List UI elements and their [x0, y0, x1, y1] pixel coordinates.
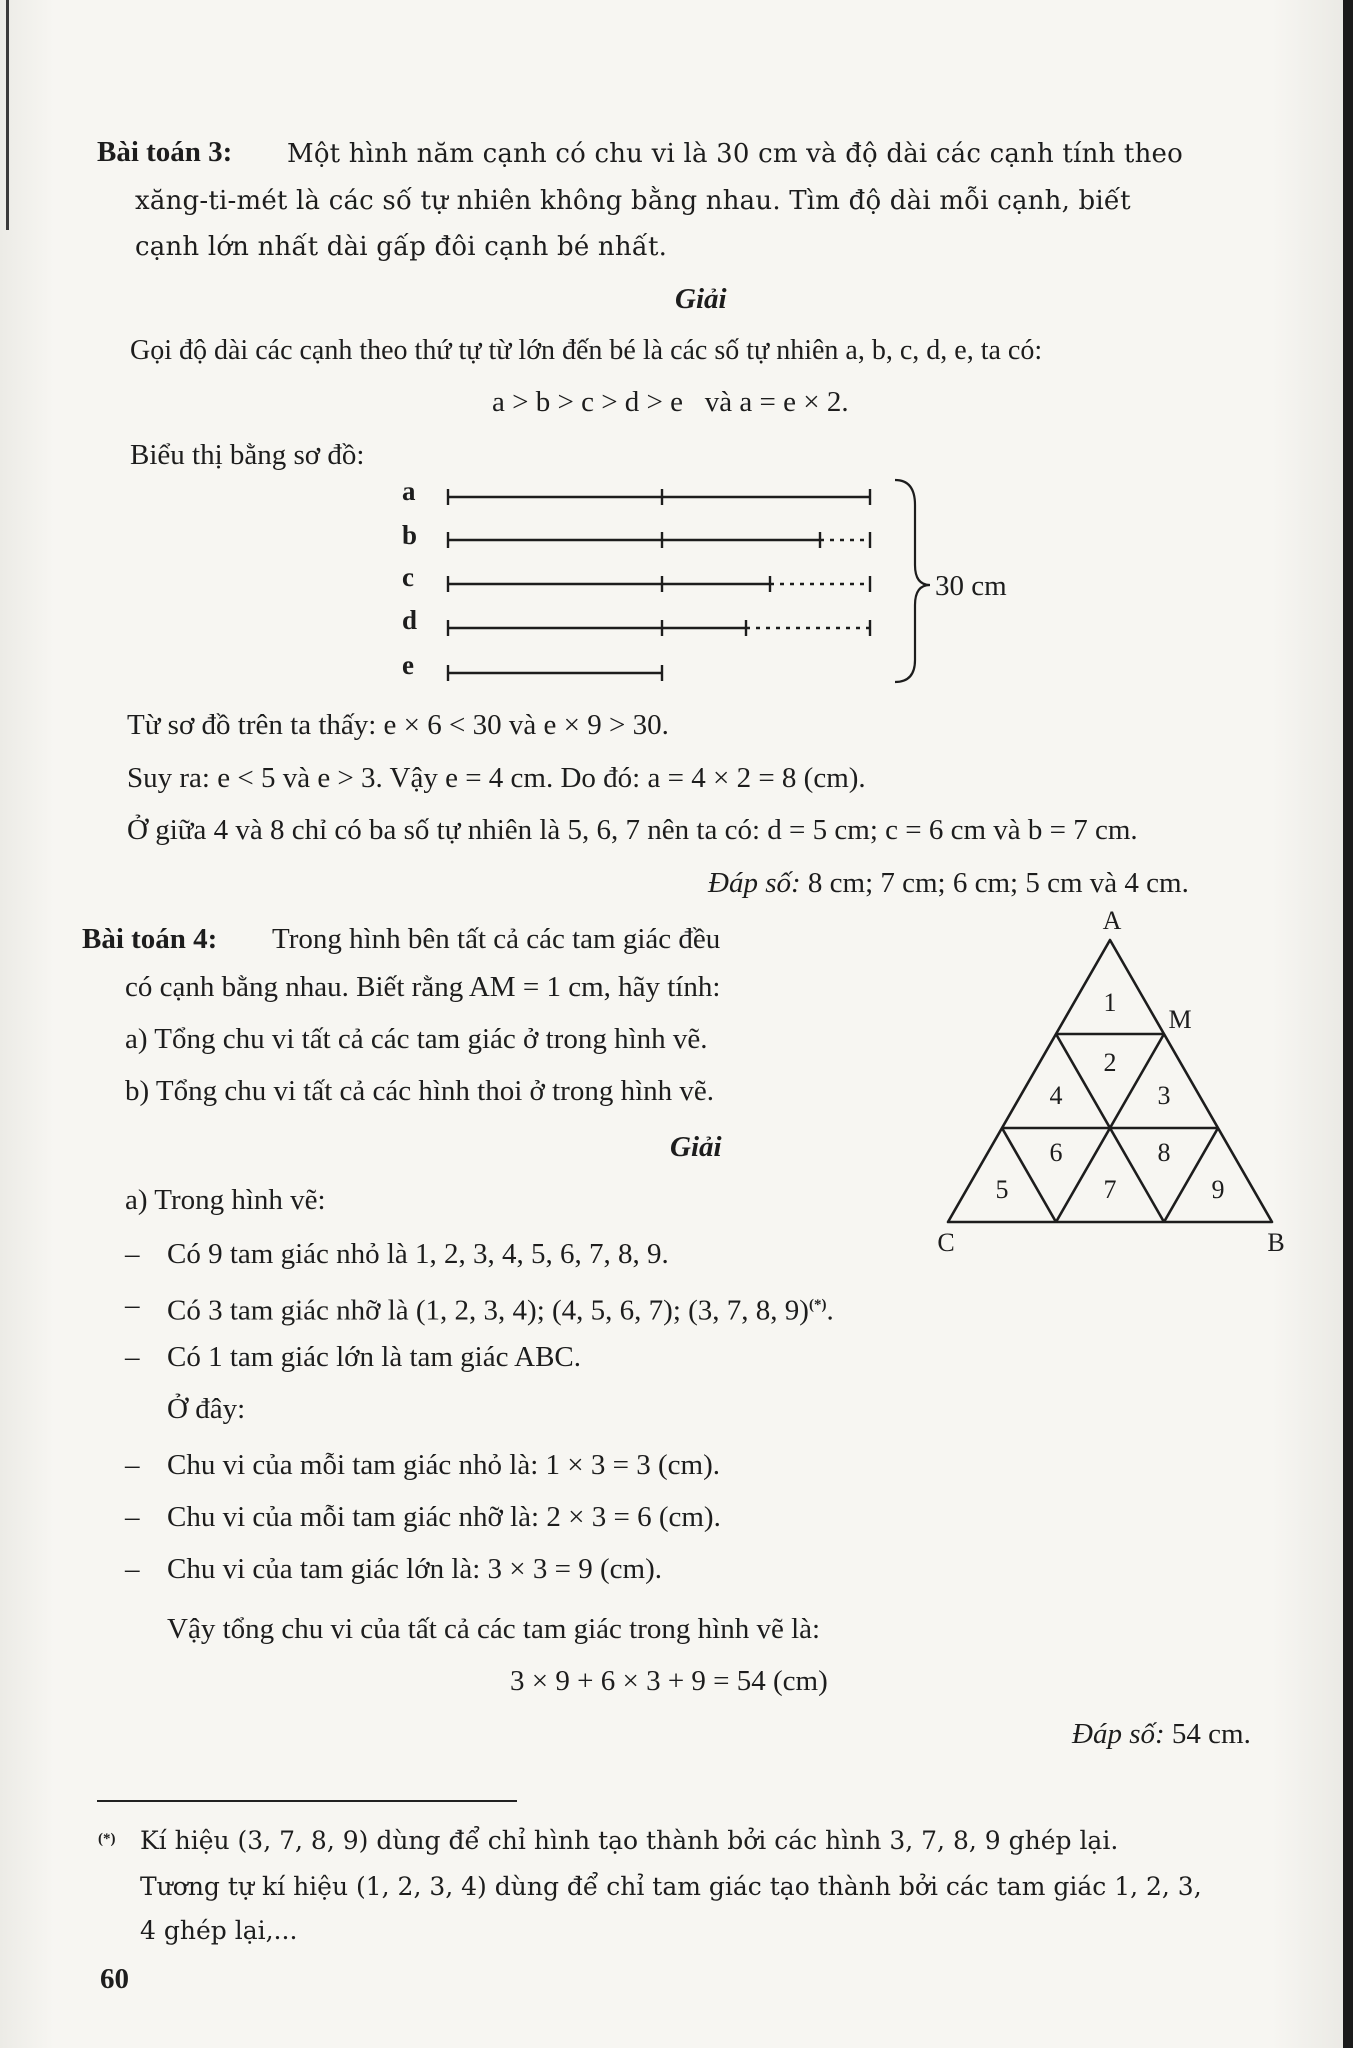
footnote-line1: Kí hiệu (3, 7, 8, 9) dùng để chỉ hình tạo thành bởi các hình 3, 7, 8, 9 ghép lại.: [140, 1826, 1119, 1855]
page-number: 60: [100, 1963, 129, 1995]
problem3-answer-value: 8 cm; 7 cm; 6 cm; 5 cm và 4 cm.: [800, 867, 1189, 899]
problem3-line1: Từ sơ đồ trên ta thấy: e × 6 < 30 và e × 9 > 30.: [127, 709, 669, 741]
problem3-statement-line2: xăng-ti-mét là các số tự nhiên không bằng nhau. Tìm độ dài mỗi cạnh, biết: [135, 186, 1131, 216]
bullet-dash: –: [125, 1553, 140, 1585]
diagram-label-e: e: [402, 650, 414, 680]
bullet-dash: –: [125, 1238, 140, 1270]
problem4-conclusion: Vậy tổng chu vi của tất cả các tam giác trong hình vẽ là:: [167, 1613, 821, 1645]
problem3-solution-heading: Giải: [675, 283, 727, 315]
vertex-label-b: B: [1267, 1228, 1285, 1257]
problem4-statement-line1: Trong hình bên tất cả các tam giác đều: [272, 923, 721, 955]
problem3-statement-line3: cạnh lớn nhất dài gấp đôi cạnh bé nhất.: [135, 232, 668, 262]
problem4-bullet4: Chu vi của mỗi tam giác nhỏ là: 1 × 3 = 3 (cm).: [167, 1449, 720, 1481]
footnote-ref: (*): [808, 1297, 827, 1313]
problem4-answer-label: Đáp số:: [1072, 1718, 1165, 1750]
segment-diagram: [390, 470, 1007, 700]
problem4-answer-value: 54 cm.: [1164, 1718, 1251, 1750]
bullet-dash: –: [125, 1501, 140, 1533]
problem3-answer: [708, 866, 1189, 900]
problem4-bullet6: Chu vi của tam giác lớn là: 3 × 3 = 9 (cm).: [167, 1553, 663, 1585]
problem4-solution-heading: Giải: [670, 1131, 722, 1163]
problem4-bullet3: Có 1 tam giác lớn là tam giác ABC.: [167, 1341, 582, 1373]
problem4-statement-line2: có cạnh bằng nhau. Biết rằng AM = 1 cm, hãy tính:: [125, 971, 721, 1003]
triangle-figure: [937, 906, 1320, 1257]
problem3-title: Bài toán 3:: [97, 136, 233, 168]
triangle-number-9: 9: [1211, 1175, 1225, 1204]
problem4-statement-line4: b) Tổng chu vi tất cả các hình thoi ở trong hình vẽ.: [125, 1075, 715, 1107]
problem3-line2: Suy ra: e < 5 và e > 3. Vậy e = 4 cm. Do đó: a = 4 × 2 = 8 (cm).: [127, 762, 866, 794]
problem4-bullet1: Có 9 tam giác nhỏ là 1, 2, 3, 4, 5, 6, 7, 8, 9.: [167, 1238, 669, 1270]
triangle-number-6: 6: [1049, 1138, 1063, 1167]
vertex-label-a: A: [1102, 906, 1122, 935]
triangle-number-1: 1: [1103, 988, 1117, 1017]
diagram-label-d: d: [402, 605, 418, 635]
problem4-answer: [1072, 1717, 1251, 1751]
triangle-number-3: 3: [1157, 1081, 1171, 1110]
problem4-here: Ở đây:: [167, 1393, 246, 1425]
vertex-label-c: C: [937, 1228, 955, 1257]
problem4-bullet2: Có 3 tam giác nhỡ là (1, 2, 3, 4); (4, 5, 6, 7); (3, 7, 8, 9)(*).: [167, 1294, 834, 1327]
diagram-label-c: c: [402, 562, 414, 592]
triangle-number-2: 2: [1103, 1048, 1117, 1077]
page-edge-right: [1343, 0, 1353, 2048]
diagram-label-a: a: [402, 476, 416, 506]
diagram-label-b: b: [402, 520, 418, 550]
problem4-statement-line3: a) Tổng chu vi tất cả các tam giác ở trong hình vẽ.: [125, 1023, 708, 1055]
triangle-number-7: 7: [1103, 1175, 1117, 1204]
triangle-number-8: 8: [1157, 1138, 1171, 1167]
problem3-diagram-caption: Biểu thị bằng sơ đồ:: [130, 439, 365, 471]
triangle-number-4: 4: [1049, 1081, 1063, 1110]
triangle-number-5: 5: [995, 1175, 1009, 1204]
bullet-dash: –: [125, 1449, 140, 1481]
footnote-line3: 4 ghép lại,...: [140, 1916, 298, 1945]
footnote-line2: Tương tự kí hiệu (1, 2, 3, 4) dùng để chỉ tam giác tạo thành bởi các tam giác 1, 2, 3,: [140, 1872, 1202, 1901]
page-edge-left: [6, 0, 9, 230]
problem3-statement-line1: Một hình năm cạnh có chu vi là 30 cm và độ dài các cạnh tính theo: [287, 139, 1183, 169]
diagram-total: 30 cm: [935, 570, 1007, 602]
problem4-part-a: a) Trong hình vẽ:: [125, 1184, 326, 1216]
problem4-bullet2-text: Có 3 tam giác nhỡ là (1, 2, 3, 4); (4, 5, 6, 7); (3, 7, 8, 9): [167, 1294, 809, 1327]
footnote-rule: [97, 1800, 517, 1802]
problem3-intro: Gọi độ dài các cạnh theo thứ tự từ lớn đến bé là các số tự nhiên a, b, c, d, e, ta có:: [130, 335, 1043, 366]
problem3-line3: Ở giữa 4 và 8 chỉ có ba số tự nhiên là 5, 6, 7 nên ta có: d = 5 cm; c = 6 cm và b = 7 cm.: [127, 814, 1138, 846]
problem4-bullet5: Chu vi của mỗi tam giác nhỡ là: 2 × 3 = 6 (cm).: [167, 1501, 721, 1533]
footnote-mark: (*): [98, 1831, 116, 1847]
problem4-title: Bài toán 4:: [82, 923, 218, 955]
bullet-dash: –: [125, 1289, 140, 1321]
bullet-dash: –: [125, 1341, 140, 1373]
problem4-formula: 3 × 9 + 6 × 3 + 9 = 54 (cm): [510, 1665, 828, 1697]
vertex-label-m: M: [1168, 1005, 1192, 1034]
problem3-relation: a > b > c > d > e và a = e × 2.: [492, 386, 849, 418]
problem3-answer-label: Đáp số:: [708, 867, 801, 899]
